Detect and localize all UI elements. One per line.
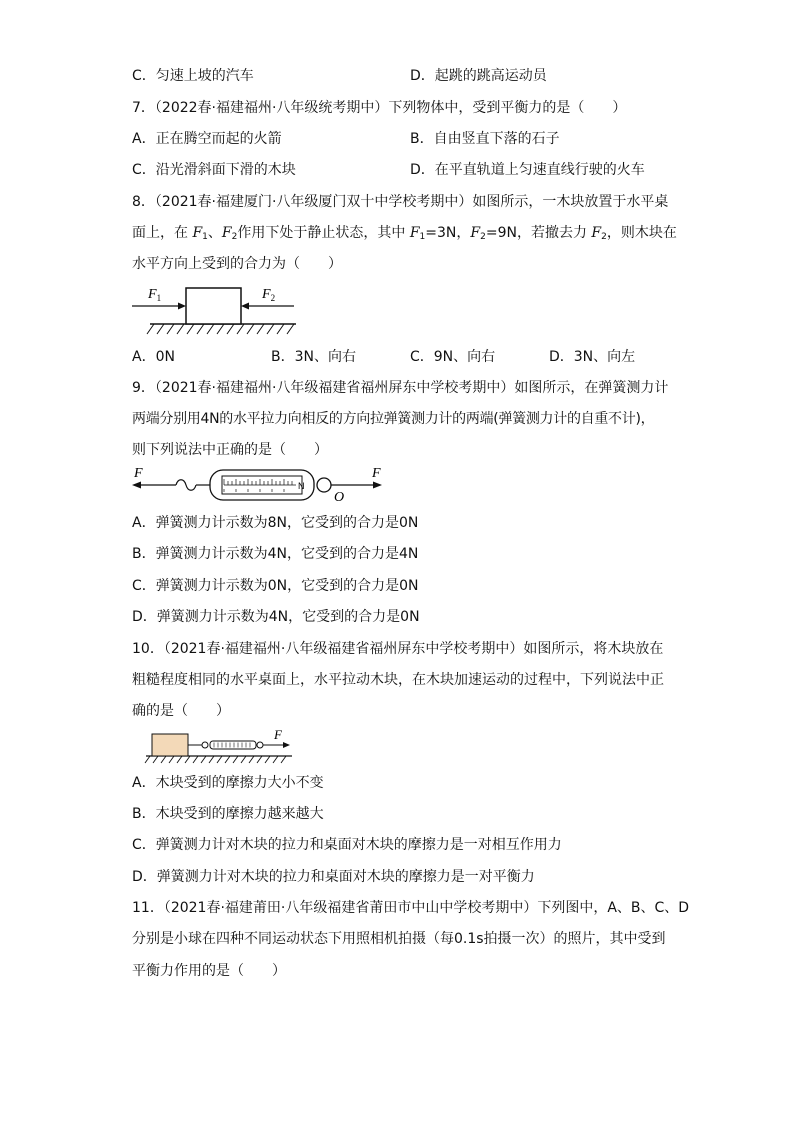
q8-force-symbol: F <box>192 225 203 241</box>
q8-subscript: 1 <box>202 232 208 242</box>
q8-f1-arrowhead <box>178 303 186 310</box>
q9-fig-f-left-label: F <box>134 466 143 481</box>
q9-stem-line2: 两端分别用4N的水平拉力向相反的方向拉弹簧测力计的两端(弹簧测力计的自重不计)， <box>132 411 655 427</box>
q8-option-d: D．3N、向左 <box>549 349 636 365</box>
q10-stem-line3: 确的是（ ） <box>132 703 230 719</box>
q8-subscript: 1 <box>419 232 426 242</box>
q8-subscript: 2 <box>231 232 238 242</box>
q8-wood-block <box>186 288 241 324</box>
q8-stem-line1: 8．（2021春·福建厦门·八年级厦门双十中学校考期中）如图所示，一木块放置于水平桌 <box>132 194 669 210</box>
q9-fig-f-right-label: F <box>372 466 381 481</box>
q8-option-a: A．0N <box>132 349 175 365</box>
q8-f2-arrowhead <box>241 303 249 310</box>
q8-stem-line3: 水平方向上受到的合力为（ ） <box>132 256 342 272</box>
q10-stem-line1: 10．（2021春·福建福州·八年级福建省福州屏东中学校考期中）如图所示，将木块放在 <box>132 641 664 657</box>
q8-force-symbol: F <box>409 225 420 241</box>
q8-text: =3N， <box>425 225 471 241</box>
q8-force-symbol: F <box>591 225 602 241</box>
q8-text: 、 <box>207 225 222 241</box>
q7-stem: 7．（2022春·福建福州·八年级统考期中）下列物体中，受到平衡力的是（ ） <box>132 100 627 116</box>
q8-subscript: 2 <box>601 232 607 242</box>
q9-right-ring <box>317 478 331 492</box>
q10-fig-f-label: F <box>274 727 282 742</box>
q9-option-b: B．弹簧测力计示数为4N，它受到的合力是4N <box>132 546 419 562</box>
q8-fig-f1-label: $F_1$ <box>148 287 162 303</box>
q8-text: ，则木块在 <box>606 225 677 241</box>
q8-option-b: B．3N、向右 <box>271 349 356 365</box>
q7-option-a: A．正在腾空而起的火箭 <box>132 131 282 147</box>
q10-option-b: B．木块受到的摩擦力越来越大 <box>132 806 324 822</box>
q8-option-c: C．9N、向右 <box>410 349 496 365</box>
q9-fig-o-label: O <box>334 490 345 504</box>
q10-hook <box>202 742 208 748</box>
q11-stem-line2: 分别是小球在四种不同运动状态下用照相机拍摄（每0.1s拍摄一次）的照片，其中受到 <box>132 931 666 947</box>
q9-option-a: A．弹簧测力计示数为8N，它受到的合力是0N <box>132 515 419 531</box>
q10-table-hatching <box>145 756 286 763</box>
q10-option-a: A．木块受到的摩擦力大小不变 <box>132 775 324 791</box>
q8-subscript: 2 <box>480 232 486 242</box>
q8-text: =9N，若撤去力 <box>485 225 592 241</box>
q8-force-symbol: F <box>470 225 481 241</box>
q11-stem-line1: 11．（2021春·福建莆田·八年级福建省莆田市中山中学校考期中）下列图中，A、B、C、D <box>132 900 690 916</box>
q7-option-d: D．在平直轨道上匀速直线行驶的火车 <box>410 162 645 178</box>
q6-option-c: C．匀速上坡的汽车 <box>132 68 254 84</box>
q8-text: 面上，在 <box>132 225 193 241</box>
q7-option-b: B．自由竖直下落的石子 <box>410 131 560 147</box>
q9-spring-scale-figure <box>128 464 390 504</box>
q10-option-c: C．弹簧测力计对木块的拉力和桌面对木块的摩擦力是一对相互作用力 <box>132 837 562 853</box>
q9-stem-line3: 则下列说法中正确的是（ ） <box>132 442 328 458</box>
q8-fig-f2-label: $F_2$ <box>262 287 276 303</box>
q9-stem-line1: 9．（2021春·福建福州·八年级福建省福州屏东中学校考期中）如图所示，在弹簧测力计 <box>132 380 669 396</box>
q9-left-arrowhead <box>132 482 141 489</box>
q10-stem-line2: 粗糙程度相同的水平桌面上，水平拉动木块，在木块加速运动的过程中，下列说法中正 <box>132 672 664 688</box>
q10-option-d: D．弹簧测力计对木块的拉力和桌面对木块的摩擦力是一对平衡力 <box>132 869 535 885</box>
q8-table-hatching <box>147 324 294 334</box>
q9-left-hook <box>176 480 196 491</box>
q8-block-figure <box>128 278 308 342</box>
q7-option-c: C．沿光滑斜面下滑的木块 <box>132 162 296 178</box>
q9-scale-unit-label: N <box>298 481 305 491</box>
q8-force-symbol: F <box>221 225 232 241</box>
q9-option-c: C．弹簧测力计示数为0N，它受到的合力是0N <box>132 578 419 594</box>
q10-force-arrowhead <box>283 742 290 748</box>
q8-stem-line2 <box>132 223 677 247</box>
q6-option-d: D．起跳的跳高运动员 <box>410 68 547 84</box>
q11-stem-line3: 平衡力作用的是（ ） <box>132 963 286 979</box>
q10-wood-block <box>152 734 188 756</box>
q9-option-d: D．弹簧测力计示数为4N，它受到的合力是0N <box>132 609 420 625</box>
q10-spring-scale <box>210 741 256 749</box>
q8-text: 作用下处于静止状态，其中 <box>237 225 410 241</box>
q10-block-figure <box>144 726 296 770</box>
q9-right-arrowhead <box>373 482 382 489</box>
